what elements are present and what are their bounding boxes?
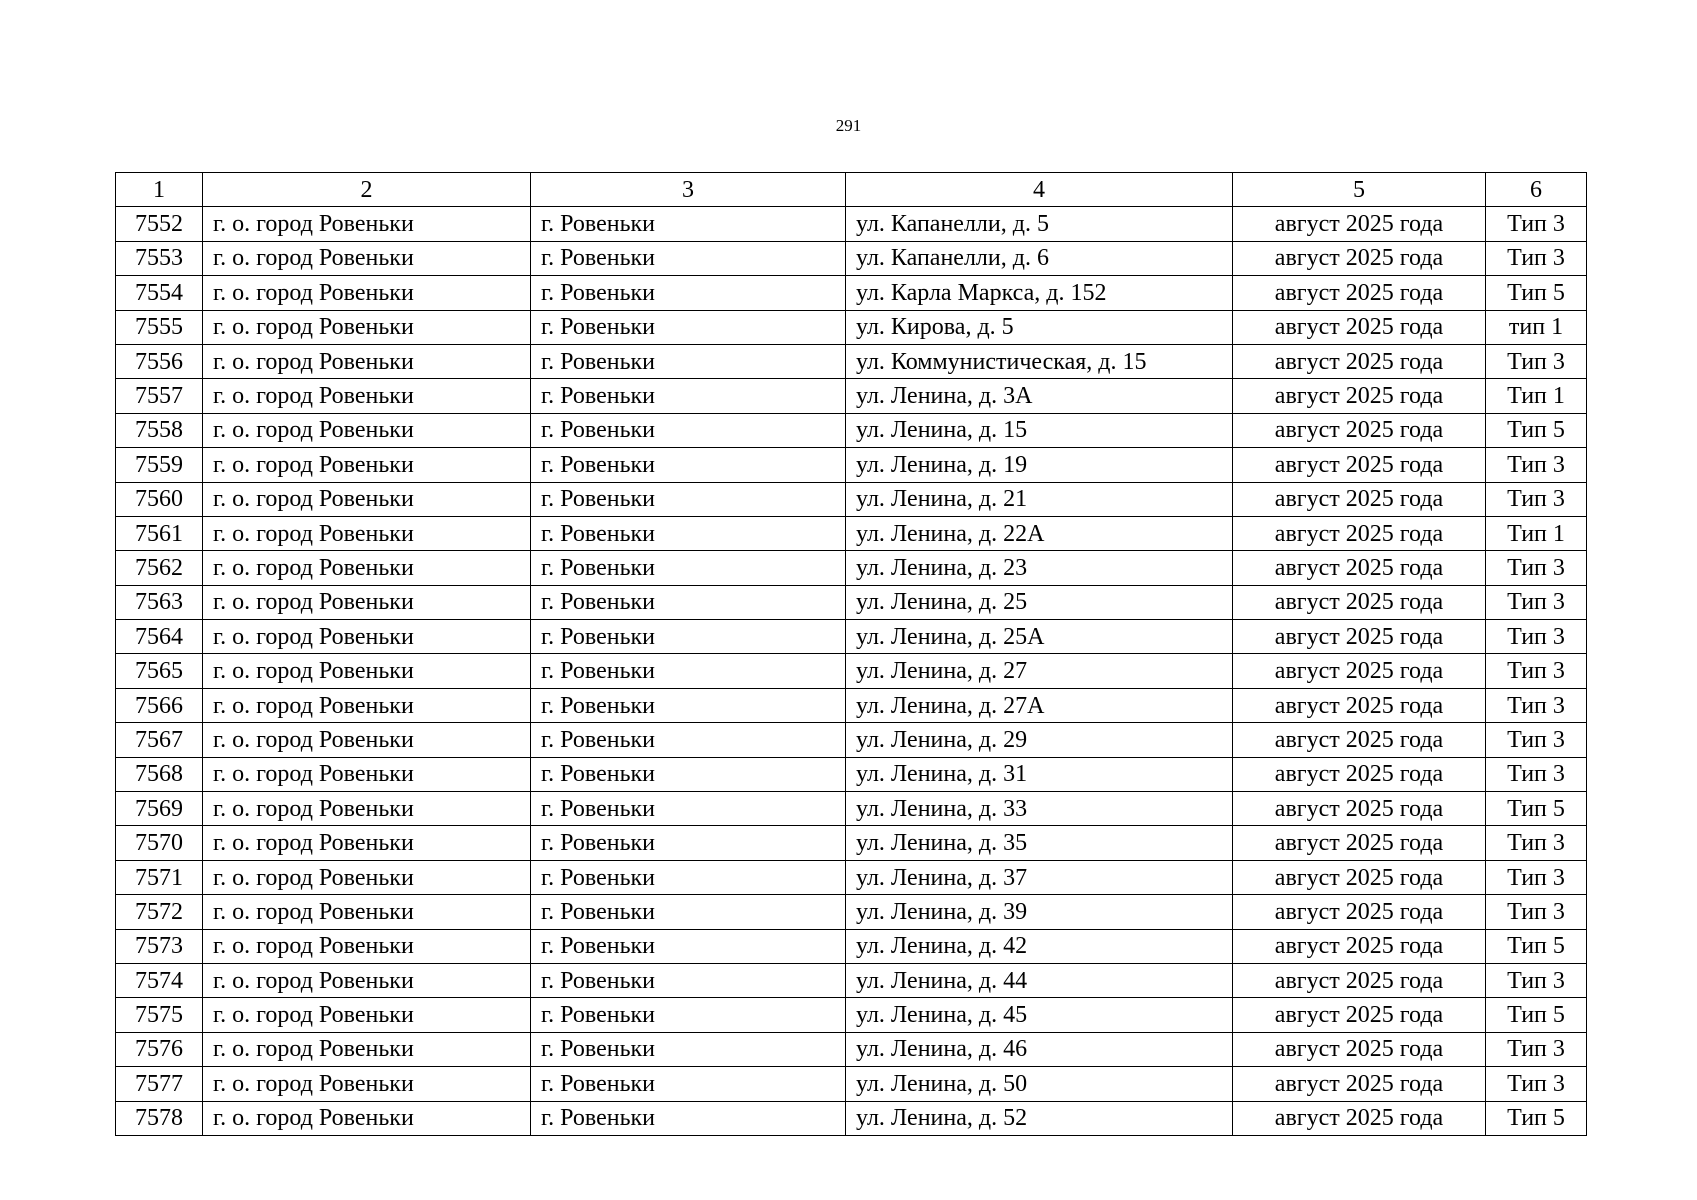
row-number-cell: 7554 (116, 276, 203, 310)
settlement-cell: г. Ровеньки (531, 723, 846, 757)
table-row (116, 998, 1587, 1032)
municipality-cell: г. о. город Ровеньки (203, 860, 531, 894)
address-cell: ул. Ленина, д. 33 (846, 792, 1233, 826)
table-row (116, 826, 1587, 860)
type-cell: Тип 3 (1486, 757, 1587, 791)
table-row (116, 482, 1587, 516)
type-cell: Тип 3 (1486, 1032, 1587, 1066)
date-cell: август 2025 года (1233, 207, 1486, 241)
date-cell: август 2025 года (1233, 860, 1486, 894)
date-cell: август 2025 года (1233, 654, 1486, 688)
settlement-cell: г. Ровеньки (531, 344, 846, 378)
row-number-cell: 7576 (116, 1032, 203, 1066)
table-row (116, 551, 1587, 585)
table-row (116, 723, 1587, 757)
date-cell: август 2025 года (1233, 516, 1486, 550)
municipality-cell: г. о. город Ровеньки (203, 757, 531, 791)
table-row (116, 207, 1587, 241)
row-number-cell: 7552 (116, 207, 203, 241)
address-cell: ул. Ленина, д. 29 (846, 723, 1233, 757)
date-cell: август 2025 года (1233, 344, 1486, 378)
address-cell: ул. Ленина, д. 25 (846, 585, 1233, 619)
type-cell: Тип 3 (1486, 826, 1587, 860)
date-cell: август 2025 года (1233, 895, 1486, 929)
municipality-cell: г. о. город Ровеньки (203, 895, 531, 929)
row-number-cell: 7560 (116, 482, 203, 516)
date-cell: август 2025 года (1233, 1032, 1486, 1066)
table-row (116, 688, 1587, 722)
settlement-cell: г. Ровеньки (531, 963, 846, 997)
row-number-cell: 7561 (116, 516, 203, 550)
municipality-cell: г. о. город Ровеньки (203, 551, 531, 585)
settlement-cell: г. Ровеньки (531, 551, 846, 585)
column-header: 6 (1486, 173, 1587, 207)
table-row (116, 448, 1587, 482)
date-cell: август 2025 года (1233, 688, 1486, 722)
table-row (116, 895, 1587, 929)
table-row (116, 1067, 1587, 1101)
column-header: 3 (531, 173, 846, 207)
address-cell: ул. Ленина, д. 25А (846, 620, 1233, 654)
row-number-cell: 7558 (116, 413, 203, 447)
date-cell: август 2025 года (1233, 723, 1486, 757)
address-cell: ул. Ленина, д. 50 (846, 1067, 1233, 1101)
type-cell: Тип 3 (1486, 482, 1587, 516)
settlement-cell: г. Ровеньки (531, 1067, 846, 1101)
table-row (116, 379, 1587, 413)
settlement-cell: г. Ровеньки (531, 241, 846, 275)
settlement-cell: г. Ровеньки (531, 1101, 846, 1135)
address-cell: ул. Ленина, д. 35 (846, 826, 1233, 860)
table-row (116, 276, 1587, 310)
type-cell: Тип 5 (1486, 276, 1587, 310)
row-number-cell: 7577 (116, 1067, 203, 1101)
table-row (116, 516, 1587, 550)
address-cell: ул. Ленина, д. 27А (846, 688, 1233, 722)
settlement-cell: г. Ровеньки (531, 276, 846, 310)
settlement-cell: г. Ровеньки (531, 792, 846, 826)
settlement-cell: г. Ровеньки (531, 929, 846, 963)
municipality-cell: г. о. город Ровеньки (203, 413, 531, 447)
table-row (116, 1101, 1587, 1135)
row-number-cell: 7570 (116, 826, 203, 860)
date-cell: август 2025 года (1233, 963, 1486, 997)
municipality-cell: г. о. город Ровеньки (203, 963, 531, 997)
settlement-cell: г. Ровеньки (531, 895, 846, 929)
settlement-cell: г. Ровеньки (531, 620, 846, 654)
settlement-cell: г. Ровеньки (531, 585, 846, 619)
address-cell: ул. Ленина, д. 44 (846, 963, 1233, 997)
settlement-cell: г. Ровеньки (531, 413, 846, 447)
row-number-cell: 7575 (116, 998, 203, 1032)
address-cell: ул. Ленина, д. 31 (846, 757, 1233, 791)
table-row (116, 585, 1587, 619)
type-cell: Тип 3 (1486, 688, 1587, 722)
row-number-cell: 7555 (116, 310, 203, 344)
date-cell: август 2025 года (1233, 413, 1486, 447)
municipality-cell: г. о. город Ровеньки (203, 654, 531, 688)
row-number-cell: 7557 (116, 379, 203, 413)
municipality-cell: г. о. город Ровеньки (203, 276, 531, 310)
address-cell: ул. Ленина, д. 23 (846, 551, 1233, 585)
table-row (116, 792, 1587, 826)
date-cell: август 2025 года (1233, 276, 1486, 310)
municipality-cell: г. о. город Ровеньки (203, 792, 531, 826)
type-cell: Тип 5 (1486, 929, 1587, 963)
type-cell: Тип 3 (1486, 241, 1587, 275)
municipality-cell: г. о. город Ровеньки (203, 310, 531, 344)
table-header (116, 173, 1587, 207)
address-cell: ул. Коммунистическая, д. 15 (846, 344, 1233, 378)
type-cell: Тип 3 (1486, 963, 1587, 997)
page-number: 291 (835, 116, 862, 135)
table-row (116, 344, 1587, 378)
row-number-cell: 7563 (116, 585, 203, 619)
row-number-cell: 7568 (116, 757, 203, 791)
municipality-cell: г. о. город Ровеньки (203, 1032, 531, 1066)
date-cell: август 2025 года (1233, 241, 1486, 275)
settlement-cell: г. Ровеньки (531, 826, 846, 860)
type-cell: Тип 3 (1486, 207, 1587, 241)
date-cell: август 2025 года (1233, 757, 1486, 791)
municipality-cell: г. о. город Ровеньки (203, 207, 531, 241)
table-row (116, 310, 1587, 344)
table-row (116, 620, 1587, 654)
type-cell: Тип 3 (1486, 448, 1587, 482)
municipality-cell: г. о. город Ровеньки (203, 688, 531, 722)
type-cell: Тип 3 (1486, 585, 1587, 619)
date-cell: август 2025 года (1233, 482, 1486, 516)
address-cell: ул. Ленина, д. 19 (846, 448, 1233, 482)
settlement-cell: г. Ровеньки (531, 379, 846, 413)
settlement-cell: г. Ровеньки (531, 448, 846, 482)
settlement-cell: г. Ровеньки (531, 654, 846, 688)
settlement-cell: г. Ровеньки (531, 998, 846, 1032)
row-number-cell: 7567 (116, 723, 203, 757)
date-cell: август 2025 года (1233, 310, 1486, 344)
row-number-cell: 7573 (116, 929, 203, 963)
date-cell: август 2025 года (1233, 551, 1486, 585)
date-cell: август 2025 года (1233, 1101, 1486, 1135)
municipality-cell: г. о. город Ровеньки (203, 585, 531, 619)
type-cell: Тип 5 (1486, 792, 1587, 826)
date-cell: август 2025 года (1233, 620, 1486, 654)
municipality-cell: г. о. город Ровеньки (203, 1101, 531, 1135)
row-number-cell: 7562 (116, 551, 203, 585)
row-number-cell: 7553 (116, 241, 203, 275)
row-number-cell: 7564 (116, 620, 203, 654)
settlement-cell: г. Ровеньки (531, 516, 846, 550)
settlement-cell: г. Ровеньки (531, 688, 846, 722)
type-cell: Тип 3 (1486, 1067, 1587, 1101)
table-row (116, 757, 1587, 791)
settlement-cell: г. Ровеньки (531, 860, 846, 894)
row-number-cell: 7572 (116, 895, 203, 929)
municipality-cell: г. о. город Ровеньки (203, 929, 531, 963)
registry-table (115, 172, 1587, 1136)
address-cell: ул. Ленина, д. 22А (846, 516, 1233, 550)
address-cell: ул. Ленина, д. 52 (846, 1101, 1233, 1135)
row-number-cell: 7559 (116, 448, 203, 482)
municipality-cell: г. о. город Ровеньки (203, 516, 531, 550)
table-body (116, 207, 1587, 1136)
address-cell: ул. Ленина, д. 45 (846, 998, 1233, 1032)
municipality-cell: г. о. город Ровеньки (203, 344, 531, 378)
type-cell: Тип 5 (1486, 998, 1587, 1032)
date-cell: август 2025 года (1233, 379, 1486, 413)
date-cell: август 2025 года (1233, 585, 1486, 619)
header-row (116, 173, 1587, 207)
municipality-cell: г. о. город Ровеньки (203, 826, 531, 860)
address-cell: ул. Капанелли, д. 6 (846, 241, 1233, 275)
date-cell: август 2025 года (1233, 448, 1486, 482)
address-cell: ул. Ленина, д. 15 (846, 413, 1233, 447)
municipality-cell: г. о. город Ровеньки (203, 620, 531, 654)
table-row (116, 963, 1587, 997)
type-cell: Тип 3 (1486, 723, 1587, 757)
municipality-cell: г. о. город Ровеньки (203, 241, 531, 275)
row-number-cell: 7556 (116, 344, 203, 378)
date-cell: август 2025 года (1233, 792, 1486, 826)
address-cell: ул. Капанелли, д. 5 (846, 207, 1233, 241)
settlement-cell: г. Ровеньки (531, 1032, 846, 1066)
settlement-cell: г. Ровеньки (531, 310, 846, 344)
column-header: 1 (116, 173, 203, 207)
table-row (116, 929, 1587, 963)
type-cell: Тип 3 (1486, 860, 1587, 894)
type-cell: Тип 3 (1486, 895, 1587, 929)
municipality-cell: г. о. город Ровеньки (203, 998, 531, 1032)
address-cell: ул. Ленина, д. 42 (846, 929, 1233, 963)
address-cell: ул. Кирова, д. 5 (846, 310, 1233, 344)
date-cell: август 2025 года (1233, 1067, 1486, 1101)
table-row (116, 241, 1587, 275)
table-row (116, 413, 1587, 447)
row-number-cell: 7569 (116, 792, 203, 826)
municipality-cell: г. о. город Ровеньки (203, 482, 531, 516)
table-row (116, 1032, 1587, 1066)
date-cell: август 2025 года (1233, 826, 1486, 860)
municipality-cell: г. о. город Ровеньки (203, 379, 531, 413)
row-number-cell: 7574 (116, 963, 203, 997)
settlement-cell: г. Ровеньки (531, 482, 846, 516)
address-cell: ул. Ленина, д. 46 (846, 1032, 1233, 1066)
type-cell: Тип 3 (1486, 654, 1587, 688)
type-cell: Тип 1 (1486, 516, 1587, 550)
type-cell: Тип 5 (1486, 1101, 1587, 1135)
settlement-cell: г. Ровеньки (531, 757, 846, 791)
address-cell: ул. Карла Маркса, д. 152 (846, 276, 1233, 310)
address-cell: ул. Ленина, д. 37 (846, 860, 1233, 894)
row-number-cell: 7571 (116, 860, 203, 894)
type-cell: Тип 1 (1486, 379, 1587, 413)
type-cell: Тип 3 (1486, 344, 1587, 378)
row-number-cell: 7565 (116, 654, 203, 688)
row-number-cell: 7578 (116, 1101, 203, 1135)
municipality-cell: г. о. город Ровеньки (203, 448, 531, 482)
settlement-cell: г. Ровеньки (531, 207, 846, 241)
date-cell: август 2025 года (1233, 998, 1486, 1032)
column-header: 4 (846, 173, 1233, 207)
type-cell: Тип 3 (1486, 620, 1587, 654)
date-cell: август 2025 года (1233, 929, 1486, 963)
row-number-cell: 7566 (116, 688, 203, 722)
address-cell: ул. Ленина, д. 3А (846, 379, 1233, 413)
municipality-cell: г. о. город Ровеньки (203, 1067, 531, 1101)
address-cell: ул. Ленина, д. 21 (846, 482, 1233, 516)
column-header: 2 (203, 173, 531, 207)
type-cell: Тип 3 (1486, 551, 1587, 585)
address-cell: ул. Ленина, д. 39 (846, 895, 1233, 929)
municipality-cell: г. о. город Ровеньки (203, 723, 531, 757)
type-cell: Тип 5 (1486, 413, 1587, 447)
type-cell: тип 1 (1486, 310, 1587, 344)
address-cell: ул. Ленина, д. 27 (846, 654, 1233, 688)
column-header: 5 (1233, 173, 1486, 207)
table-row (116, 654, 1587, 688)
table-row (116, 860, 1587, 894)
